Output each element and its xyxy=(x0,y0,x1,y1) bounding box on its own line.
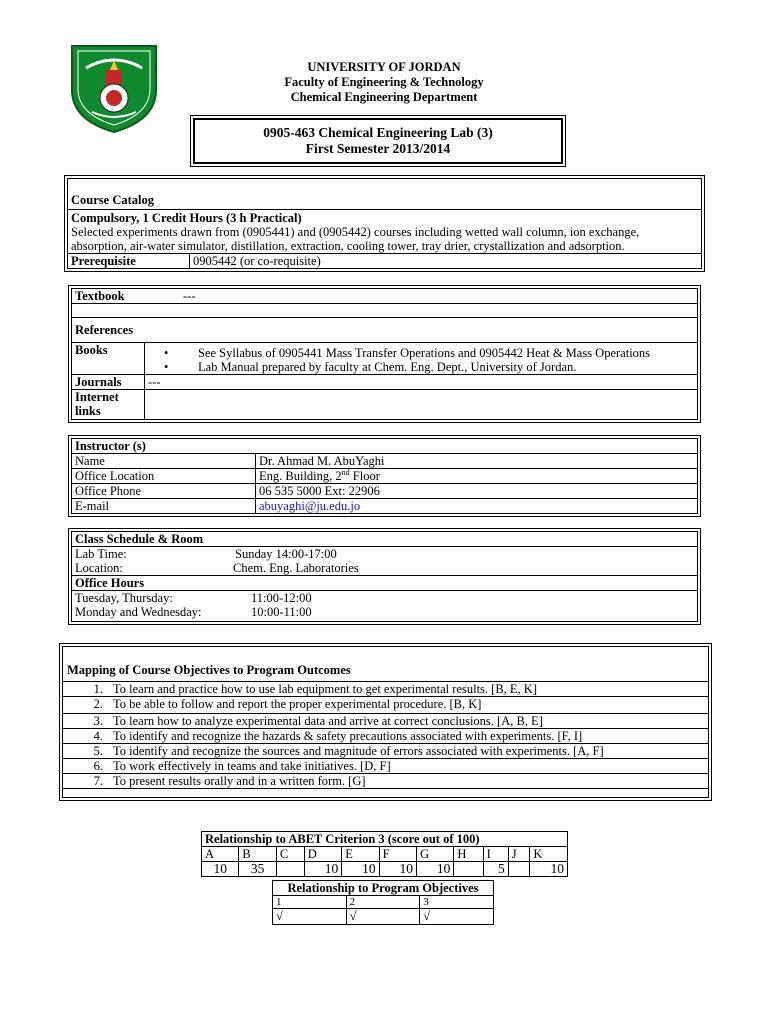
lab-time-label: Lab Time: xyxy=(75,547,127,561)
references-label: References xyxy=(72,318,698,343)
lab-time-value: Sunday 14:00-17:00 xyxy=(235,547,337,561)
semester: First Semester 2013/2014 xyxy=(305,141,451,156)
abet-score: 10 xyxy=(202,862,239,877)
office-hours-time-2: 10:00-11:00 xyxy=(251,605,312,619)
abet-score: 10 xyxy=(304,862,341,877)
abet-score xyxy=(508,862,530,877)
instructor-name-label: Name xyxy=(72,454,256,469)
check-mark: √ xyxy=(420,909,494,925)
abet-letter: I xyxy=(483,847,508,862)
objective-item: 7. To present results orally and in a written form. [G] xyxy=(63,774,708,789)
office-phone-value: 06 535 5000 Ext: 22906 xyxy=(256,484,698,499)
abet-letter: G xyxy=(417,847,454,862)
office-hours-heading: Office Hours xyxy=(72,576,698,591)
credit-hours: Compulsory, 1 Credit Hours (3 h Practical) xyxy=(71,211,302,225)
abet-score: 35 xyxy=(239,862,276,877)
spacer-row xyxy=(72,304,698,318)
abet-scores-row xyxy=(202,862,568,877)
books-list xyxy=(145,343,698,375)
abet-letter: D xyxy=(304,847,341,862)
abet-score xyxy=(454,862,483,877)
instructor-table xyxy=(71,438,698,514)
textbook-label: Textbook xyxy=(75,289,125,303)
course-title: 0905-463 Chemical Engineering Lab (3) xyxy=(263,125,493,140)
email-link[interactable]: abuyaghi@ju.edu.jo xyxy=(256,499,698,514)
office-hours-time-1: 11:00-12:00 xyxy=(251,591,312,605)
objective-item: 2. To be able to follow and report the proper experimental procedure. [B, K] xyxy=(63,697,708,714)
books-label: Books xyxy=(72,343,145,375)
references-table xyxy=(71,288,698,420)
program-objectives-heading: Relationship to Program Objectives xyxy=(273,881,494,896)
office-phone-label: Office Phone xyxy=(72,484,256,499)
abet-letter: J xyxy=(508,847,530,862)
location-label: Location: xyxy=(75,561,123,575)
catalog-description: Selected experiments drawn from (0905441) and (0905442) courses including wetted wall column, ion exchange, absorption, air-water simulator, distillation, extraction, cooling tower, tray drier, crystallization and adsorption. xyxy=(71,225,640,253)
faculty-name: Faculty of Engineering & Technology xyxy=(284,75,484,89)
abet-letters-row xyxy=(202,847,568,862)
office-location-label: Office Location xyxy=(72,469,256,484)
objectives-table xyxy=(63,681,708,789)
location-value: Chem. Eng. Laboratories xyxy=(233,561,359,575)
abet-letter: A xyxy=(202,847,239,862)
abet-score: 10 xyxy=(342,862,379,877)
office-hours-days-2: Monday and Wednesday: xyxy=(75,605,202,619)
office-location-value: Eng. Building, 2nd Floor xyxy=(256,469,698,484)
prerequisite-value: 0905442 (or co-requisite) xyxy=(190,254,702,269)
abet-score: 10 xyxy=(530,862,568,877)
abet-letter: H xyxy=(454,847,483,862)
book-item: • Lab Manual prepared by faculty at Chem. Eng. Dept., University of Jordan. xyxy=(148,360,694,374)
office-hours-days-1: Tuesday, Thursday: xyxy=(75,591,173,605)
objective-item: 3. To learn how to analyze experimental data and arrive at correct conclusions. [A, B, E] xyxy=(63,714,708,729)
abet-letter: E xyxy=(342,847,379,862)
journals-value: --- xyxy=(145,375,698,390)
internet-links-label: Internet links xyxy=(72,390,145,420)
course-catalog-table xyxy=(67,178,702,269)
office-hours-info xyxy=(72,591,698,622)
abet-score: 10 xyxy=(417,862,454,877)
abet-score: 10 xyxy=(379,862,416,877)
internet-links-value xyxy=(145,390,698,420)
check-mark: √ xyxy=(273,909,347,925)
objective-item: 5. To identify and recognize the sources and magnitude of errors associated with experiments. [A, F] xyxy=(63,744,708,759)
abet-heading: Relationship to ABET Criterion 3 (score out of 100) xyxy=(202,832,568,847)
objective-item: 1. To learn and practice how to use lab equipment to get experimental results. [B, E, K] xyxy=(63,682,708,697)
objective-item: 6. To work effectively in teams and take initiatives. [D, F] xyxy=(63,759,708,774)
journals-label: Journals xyxy=(72,375,145,390)
textbook-value: --- xyxy=(183,289,196,303)
schedule-info xyxy=(72,547,698,576)
course-title-box xyxy=(193,118,563,164)
schedule-heading: Class Schedule & Room xyxy=(72,532,698,547)
email-label: E-mail xyxy=(72,499,256,514)
abet-score xyxy=(276,862,304,877)
abet-letter: F xyxy=(379,847,416,862)
program-objective-number: 1 xyxy=(273,896,347,909)
department-name: Chemical Engineering Department xyxy=(290,90,478,104)
check-mark: √ xyxy=(346,909,420,925)
program-objective-number: 3 xyxy=(420,896,494,909)
instructor-name-value: Dr. Ahmad M. AbuYaghi xyxy=(256,454,698,469)
abet-letter: C xyxy=(276,847,304,862)
objectives-box xyxy=(62,646,709,798)
university-name: UNIVERSITY OF JORDAN xyxy=(307,60,461,74)
abet-table xyxy=(201,831,568,877)
program-objectives-table xyxy=(272,880,494,925)
prerequisite-label: Prerequisite xyxy=(68,254,190,269)
abet-score: 5 xyxy=(483,862,508,877)
university-logo xyxy=(66,40,162,134)
abet-letter: K xyxy=(530,847,568,862)
instructor-heading: Instructor (s) xyxy=(72,439,698,454)
book-item: • See Syllabus of 0905441 Mass Transfer Operations and 0905442 Heat & Mass Operations xyxy=(148,346,694,360)
catalog-description-cell xyxy=(68,210,702,254)
schedule-table xyxy=(71,531,698,622)
objectives-heading: Mapping of Course Objectives to Program Outcomes xyxy=(67,663,351,677)
objective-item: 4. To identify and recognize the hazards & safety precautions associated with experiments. [F, I] xyxy=(63,729,708,744)
textbook-row xyxy=(72,289,698,304)
program-objective-number: 2 xyxy=(346,896,420,909)
abet-letter: B xyxy=(239,847,276,862)
catalog-heading: Course Catalog xyxy=(68,179,702,210)
